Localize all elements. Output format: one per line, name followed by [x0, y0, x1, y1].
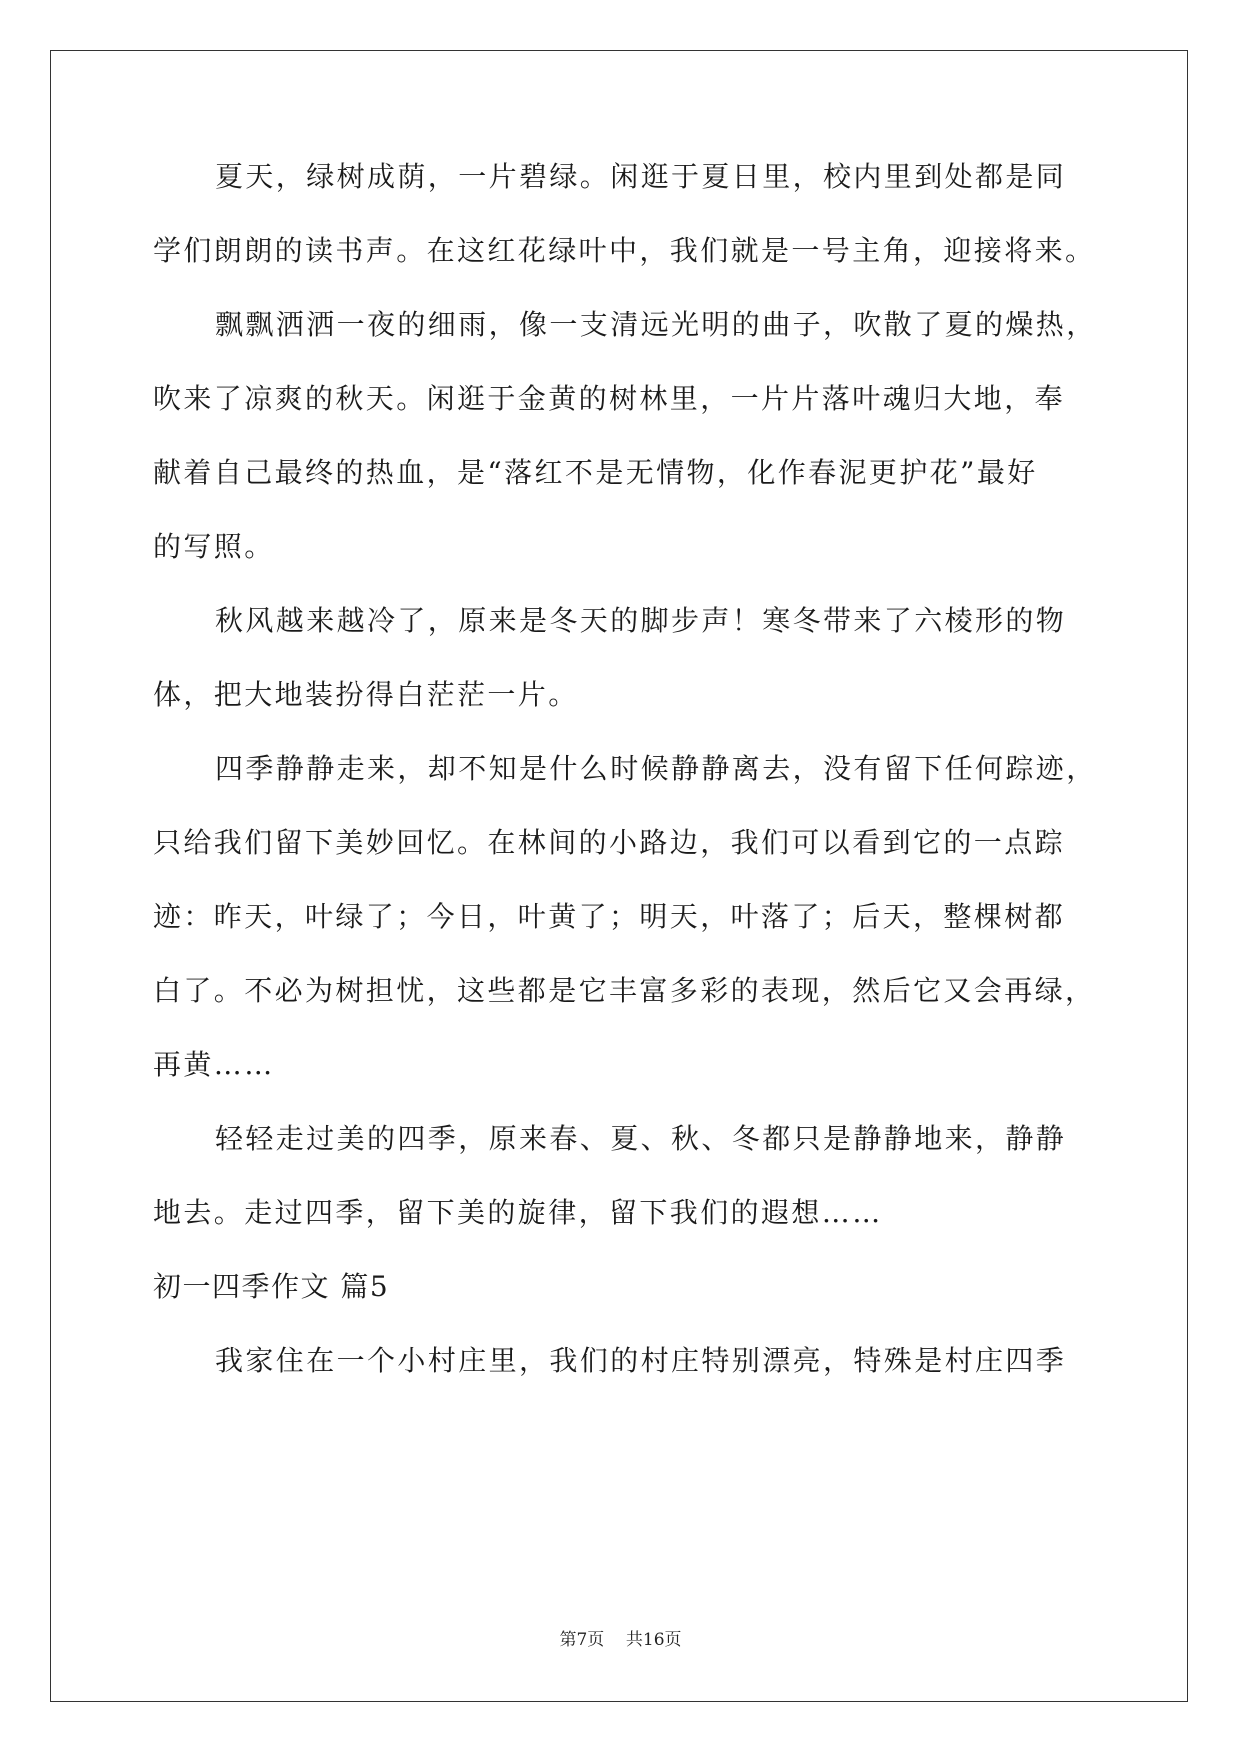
paragraph-line: 轻轻走过美的四季，原来春、夏、秋、冬都只是静静地来，静静	[215, 1122, 1067, 1155]
paragraph-line: 再黄……	[153, 1048, 275, 1081]
page-total: 共16页	[625, 1630, 682, 1650]
paragraph-line: 的写照。	[153, 530, 275, 563]
paragraph-line: 秋风越来越冷了，原来是冬天的脚步声！寒冬带来了六棱形的物	[215, 604, 1067, 637]
page-footer	[0, 1630, 1241, 1650]
paragraph-line: 飘飘洒洒一夜的细雨，像一支清远光明的曲子，吹散了夏的燥热，	[215, 308, 1097, 341]
paragraph-line: 只给我们留下美妙回忆。在林间的小路边，我们可以看到它的一点踪	[153, 826, 1066, 859]
paragraph-line: 夏天，绿树成荫，一片碧绿。闲逛于夏日里，校内里到处都是同	[215, 160, 1067, 193]
paragraph-line: 迹：昨天，叶绿了；今日，叶黄了；明天，叶落了；后天，整棵树都	[153, 900, 1066, 933]
section-heading: 初一四季作文 篇5	[153, 1270, 390, 1303]
paragraph-line: 学们朗朗的读书声。在这红花绿叶中，我们就是一号主角，迎接将来。	[153, 234, 1096, 267]
paragraph-line: 白了。不必为树担忧，这些都是它丰富多彩的表现，然后它又会再绿，	[153, 974, 1096, 1007]
paragraph-line: 四季静静走来，却不知是什么时候静静离去，没有留下任何踪迹，	[215, 752, 1097, 785]
paragraph-line: 献着自己最终的热血，是“落红不是无情物，化作春泥更护花”最好	[153, 456, 1038, 489]
page-border	[50, 50, 1188, 1702]
paragraph-line: 吹来了凉爽的秋天。闲逛于金黄的树林里，一片片落叶魂归大地，奉	[153, 382, 1066, 415]
paragraph-line: 我家住在一个小村庄里，我们的村庄特别漂亮，特殊是村庄四季	[215, 1344, 1067, 1377]
paragraph-line: 地去。走过四季，留下美的旋律，留下我们的遐想……	[153, 1196, 883, 1229]
paragraph-line: 体，把大地装扮得白茫茫一片。	[153, 678, 579, 711]
page-number: 第7页	[559, 1630, 605, 1650]
